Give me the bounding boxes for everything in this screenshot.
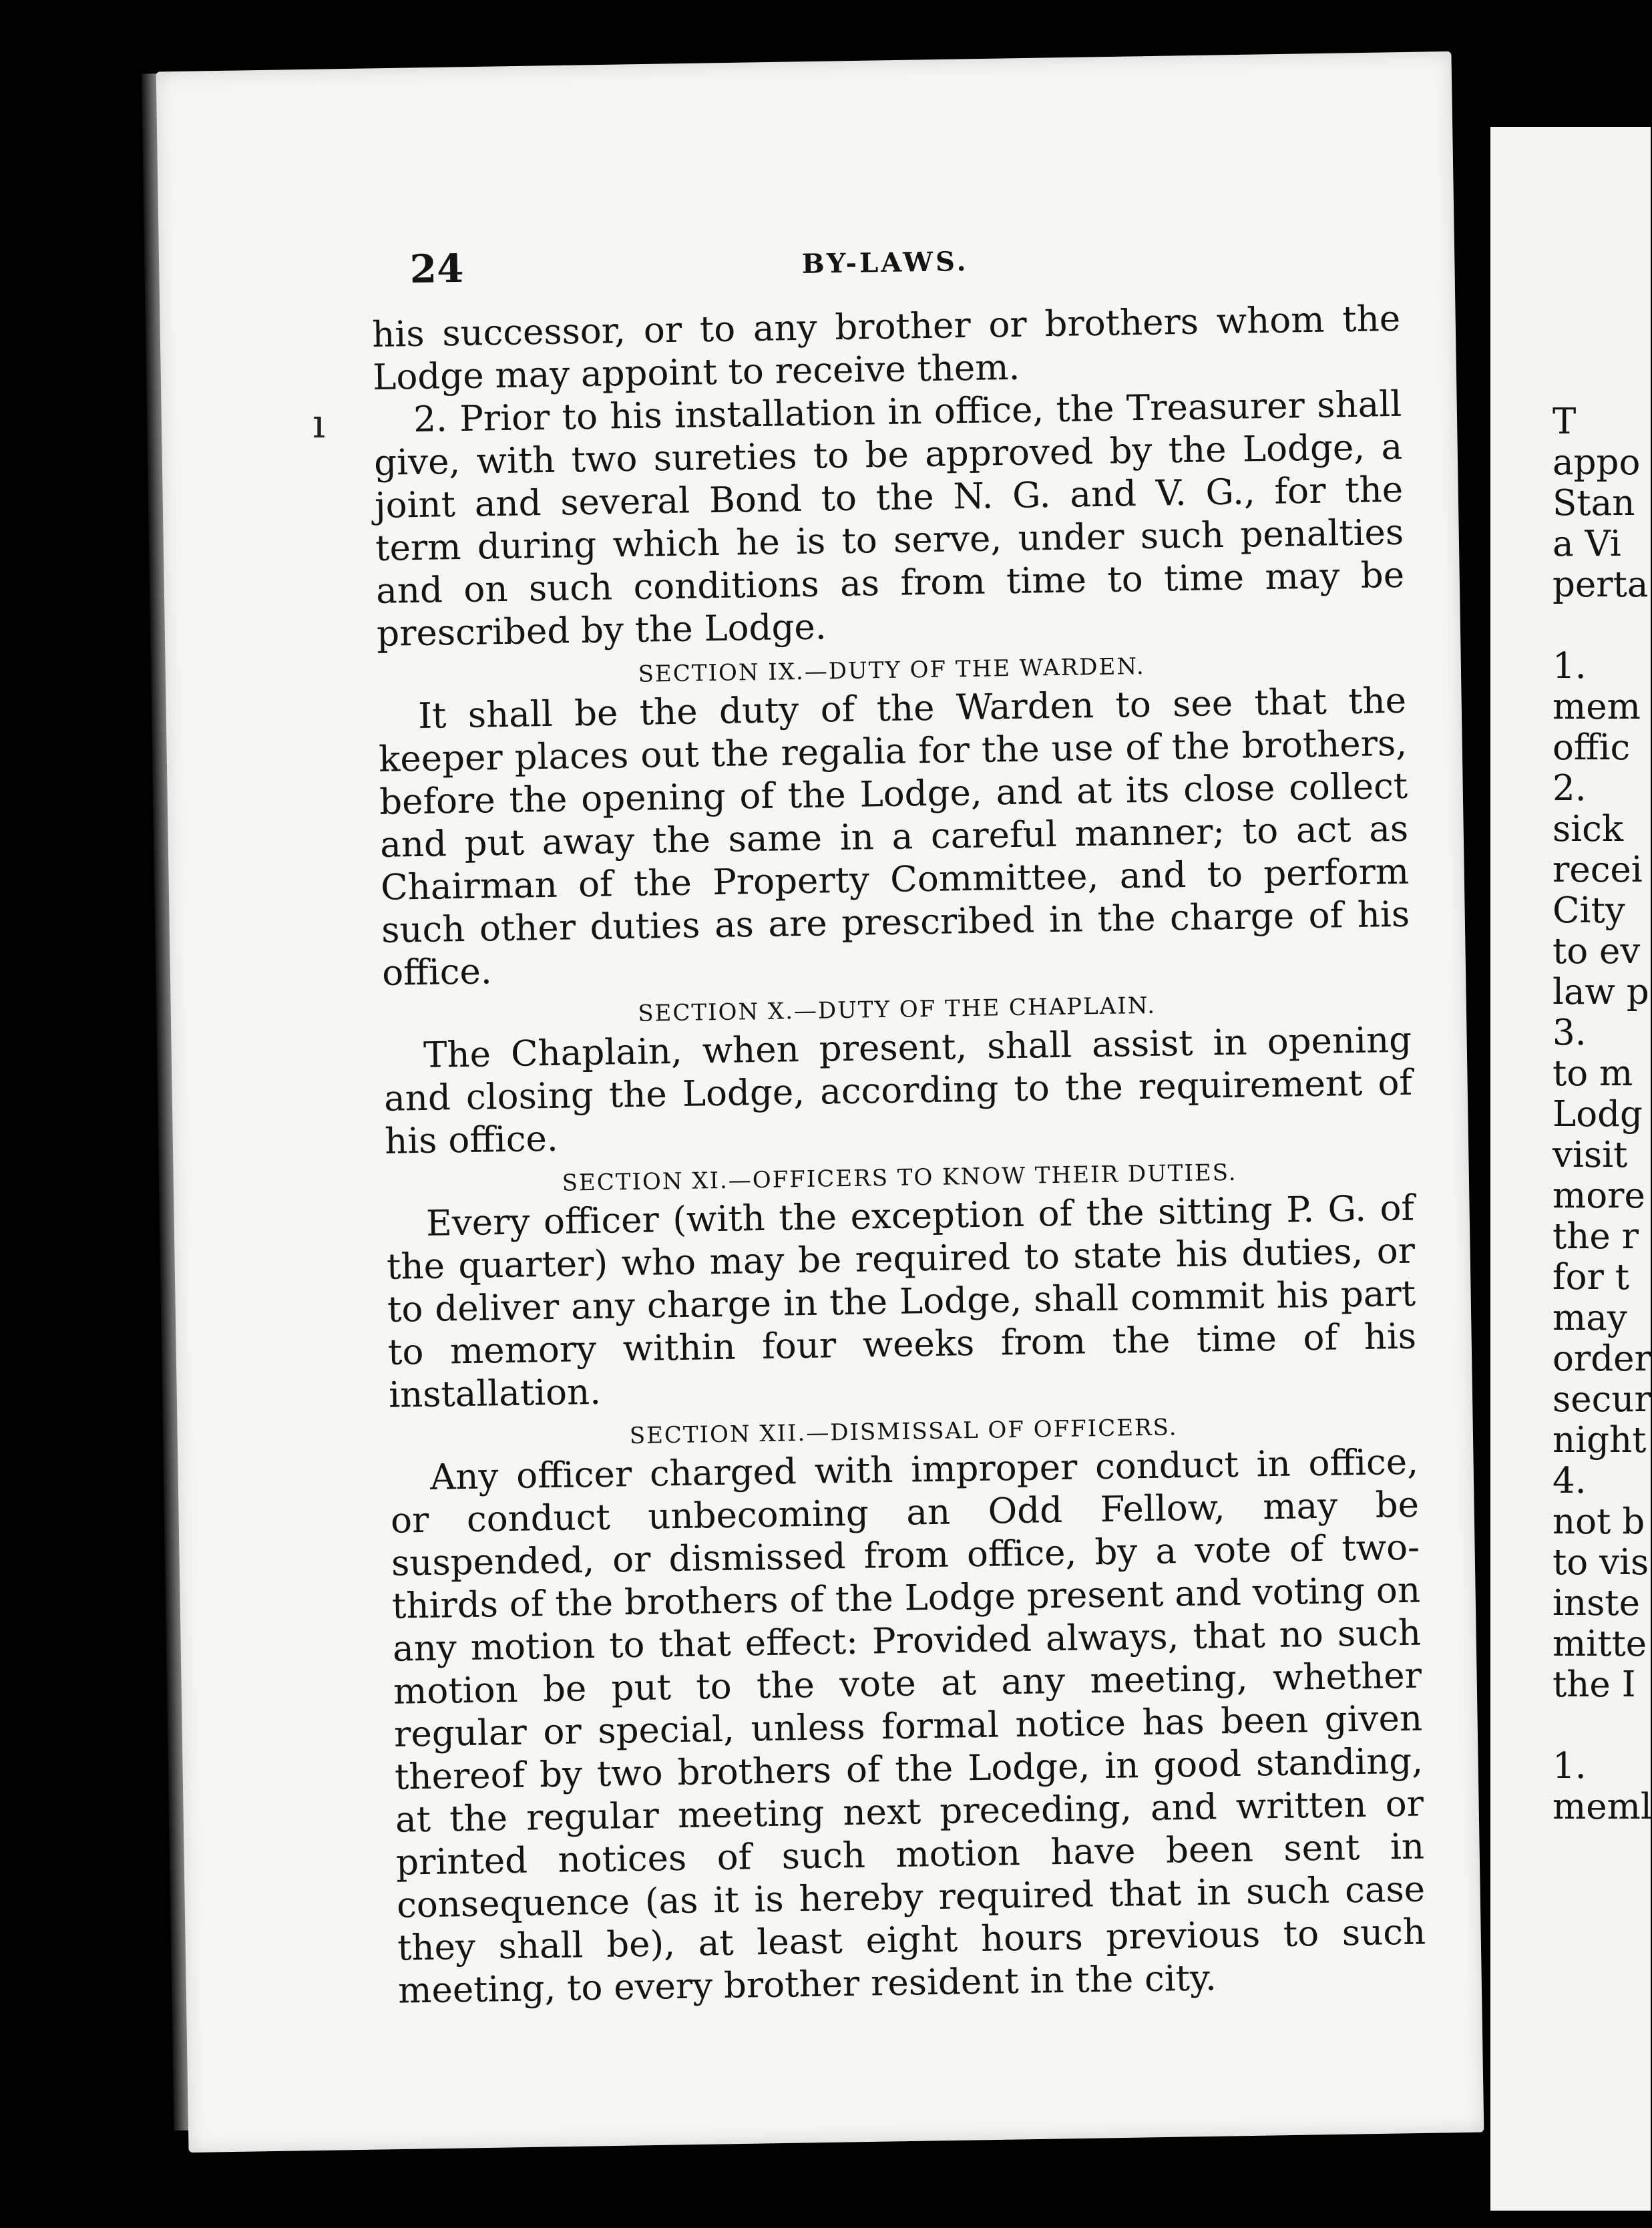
paragraph-dismissal: Any officer charged with improper conduct in office, or conduct unbecoming an Odd Fellow, may be suspended, or dismissed from office, by a vote of two-thirds of the brothers of the Lodge present and voting on any motion to that effect: Provided always, that no such motion be put to the vote at any meeting, whether regular or special, unless formal notice has been given thereof by two brothers of the Lodge, in good standing, at the regular meeting next preceding, and written or printed notices of such motion have been sent in consequence (as it is hereby required that in such case they shall be), at least eight hours previous to such meeting, to every brother resident in the city. <box>390 1441 1426 2012</box>
right-page-fragment: mem <box>1553 687 1641 727</box>
right-page-fragment: may <box>1553 1298 1627 1338</box>
right-page-fragment: perta <box>1553 564 1649 605</box>
right-page-fragment: the r <box>1553 1216 1639 1257</box>
right-page-fragment: recei <box>1553 850 1643 890</box>
right-page-fragment: to vis <box>1553 1542 1649 1583</box>
right-page-fragment: for t <box>1553 1257 1630 1298</box>
right-page-fragment: 3. <box>1553 1012 1587 1053</box>
right-page-fragment: to ev <box>1553 931 1641 972</box>
right-page-fragment: T <box>1553 401 1577 442</box>
section-heading-dismissal: SECTION XII.—DISMISSAL OF OFFICERS. <box>629 1414 1178 1450</box>
paragraph-officers-duties: Every officer (with the exception of the sitting P. G. of the quarter) who may be required to state his duties, or to deliver any charge in the Lodge, shall commit his part to memory within four weeks from the time of his installation. <box>386 1187 1417 1416</box>
running-head: BY-LAWS. <box>801 245 969 280</box>
paragraph-continuation: his successor, or to any brother or brothers whom the Lodge may appoint to receive them. <box>371 298 1401 398</box>
right-page-fragment: City <box>1553 890 1625 931</box>
right-page-fragment: appo <box>1553 442 1641 483</box>
right-page-fragment: to m <box>1553 1053 1633 1094</box>
right-page-fragment: offic <box>1553 727 1631 768</box>
right-page-fragment: meml <box>1553 1787 1652 1827</box>
right-page-fragment: 1. <box>1553 646 1587 687</box>
paragraph-warden: It shall be the duty of the Warden to see that the keeper places out the regalia for the use of the brothers, before the opening of the Lodge, and at its close collect and put away the same in a careful manner; to act as Chairman of the Property Committee, and to perform such other duties as are prescribed in the charge of his office. <box>378 680 1410 994</box>
margin-mark: ı <box>313 401 326 447</box>
right-page-fragment: law p <box>1553 972 1649 1012</box>
right-page-fragment: order <box>1553 1338 1651 1379</box>
right-page-fragment: secur <box>1553 1379 1651 1420</box>
paragraph-treasurer-bond: 2. Prior to his installation in office, the Treasurer shall give, with two sureties to be approved by the Lodge, a joint and several Bond to the N. G. and V. G., for the term during which he is to serve, under such penalties and on such conditions as from time to time may be prescribed by the Lodge. <box>373 383 1405 655</box>
right-page-fragment: Stan <box>1553 483 1635 524</box>
right-page-fragment: 2. <box>1553 768 1587 809</box>
right-page-fragment: sick <box>1553 809 1623 850</box>
right-page-fragment: Lodg <box>1553 1094 1643 1135</box>
paragraph-chaplain: The Chaplain, when present, shall assist in opening and closing the Lodge, according to the requirement of his office. <box>383 1019 1413 1162</box>
right-page-fragment: visit <box>1553 1135 1628 1175</box>
right-page-fragment: the I <box>1553 1664 1636 1705</box>
right-page-fragment: 1. <box>1553 1746 1587 1787</box>
right-page-fragment: inste <box>1553 1583 1640 1624</box>
section-heading-warden: SECTION IX.—DUTY OF THE WARDEN. <box>638 653 1146 688</box>
page-content <box>371 224 1426 2013</box>
section-heading-chaplain: SECTION X.—DUTY OF THE CHAPLAIN. <box>638 992 1157 1027</box>
right-page-fragment: a Vi <box>1553 524 1621 564</box>
right-page-fragment: more <box>1553 1175 1645 1216</box>
page-number: 24 <box>409 245 464 293</box>
right-page-fragment: mitte <box>1553 1624 1647 1664</box>
right-page-fragment: 4. <box>1553 1461 1587 1501</box>
section-heading-officers-duties: SECTION XI.—OFFICERS TO KNOW THEIR DUTIES. <box>562 1159 1237 1197</box>
right-page-fragment: night <box>1553 1420 1647 1461</box>
right-page-fragment: not b <box>1553 1501 1645 1542</box>
